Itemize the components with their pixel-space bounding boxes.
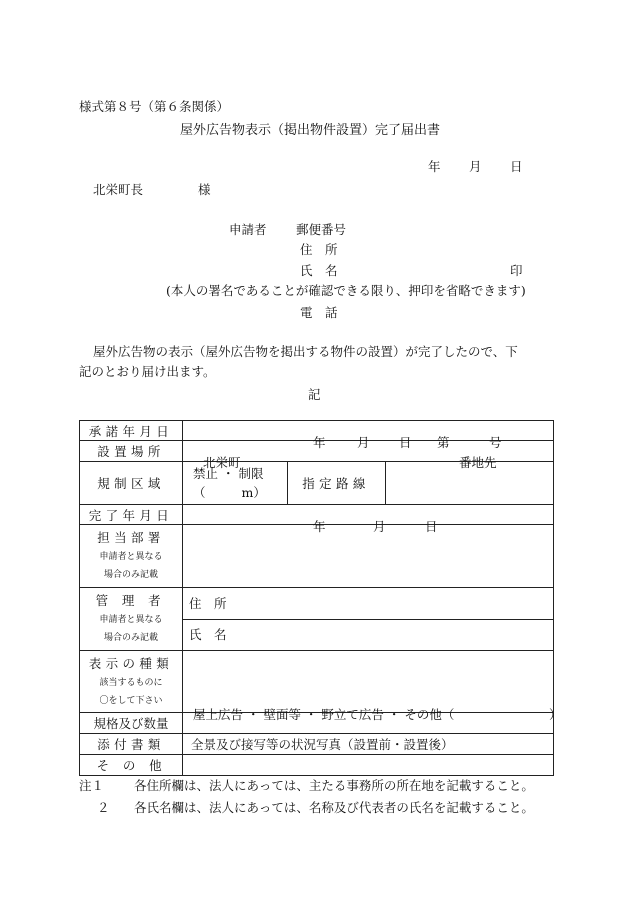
row-approval-date	[80, 421, 554, 441]
field-completion-date[interactable]	[183, 505, 554, 534]
label-approval-date: 承諾年月日	[80, 421, 183, 441]
row-completion-date	[80, 505, 554, 525]
display-type-options: 屋上広告 ・ 壁面等 ・ 野立て広告 ・ その他（	[193, 706, 455, 722]
label-manager-cell	[80, 588, 183, 651]
date-year: 年	[428, 159, 441, 174]
zone-paren: （	[193, 485, 206, 500]
note-2-number: ２	[97, 800, 110, 815]
completion-day: 日	[425, 518, 438, 534]
approval-year: 年	[313, 434, 326, 450]
approval-go: 号	[489, 434, 502, 450]
field-display-type[interactable]	[183, 651, 562, 722]
field-manager	[183, 588, 554, 651]
completion-month: 月	[373, 518, 386, 534]
seal-note: (本人の署名であることが確認できる限り、押印を省略できます)	[166, 283, 526, 298]
applicant-name: 氏 名	[300, 263, 338, 278]
department-note-2: 場合のみ記載	[103, 570, 158, 580]
label-completion-date: 完了年月日	[80, 505, 183, 525]
manager-note-1: 申請者と異なる	[99, 615, 163, 625]
completion-year: 年	[313, 518, 326, 534]
note-1-number: 注１	[79, 778, 105, 793]
applicant-phone: 電 話	[300, 305, 338, 320]
approval-day: 日	[399, 434, 412, 450]
row-display-type	[80, 651, 554, 713]
form-title: 屋外広告物表示（掲出物件設置）完了届出書	[180, 123, 441, 138]
manager-address-field[interactable]	[183, 588, 553, 620]
row-attachments	[80, 734, 554, 755]
display-type-note-1: 該当するものに	[99, 677, 163, 688]
body-line-2: 記のとおり届け出ます。	[79, 364, 216, 379]
approval-dai: 第	[437, 434, 450, 450]
label-location: 設置場所	[80, 441, 183, 462]
label-display-type-cell	[80, 651, 183, 713]
label-display-type: 表示の種類	[88, 655, 174, 671]
applicant-label: 申請者	[229, 222, 267, 237]
field-department[interactable]	[183, 525, 554, 588]
approval-month: 月	[357, 434, 370, 450]
manager-name-field[interactable]	[183, 620, 553, 650]
label-other: その他	[80, 755, 183, 776]
note-1-text: 各住所欄は、法人にあっては、主たる事務所の所在地を記載すること。	[134, 778, 534, 793]
form-number: 様式第８号（第６条関係）	[79, 99, 230, 114]
manager-note-2: 場合のみ記載	[103, 633, 158, 643]
label-scale: 規格及び数量	[80, 713, 183, 734]
ki-label: 記	[308, 387, 321, 402]
location-town: 北栄町	[203, 455, 241, 470]
addressee-name: 北栄町長	[93, 182, 144, 197]
label-department-cell	[80, 525, 183, 588]
display-type-close: ）	[549, 706, 562, 722]
field-attachments: 全景及び接写等の状況写真（設置前・設置後）	[183, 734, 554, 755]
label-department: 担当部署	[97, 530, 165, 545]
zone-route-label: 指定路線	[287, 462, 385, 504]
label-manager: 管理者	[95, 593, 175, 608]
applicant-address: 住 所	[300, 242, 338, 257]
display-type-note-2: 〇をして下さい	[99, 695, 163, 706]
label-attachments: 添付書類	[80, 734, 183, 755]
department-note-1: 申請者と異なる	[99, 552, 163, 562]
seal-mark: 印	[510, 263, 523, 278]
zone-unit: m）	[241, 485, 266, 500]
manager-name-label: 氏 名	[189, 627, 227, 642]
date-month: 月	[469, 159, 482, 174]
row-manager	[80, 588, 554, 651]
field-approval-date[interactable]	[183, 421, 554, 450]
body-line-1: 屋外広告物の表示（屋外広告物を掲出する物件の設置）が完了したので、下	[93, 344, 518, 359]
applicant-postal: 郵便番号	[296, 222, 347, 237]
note-2-text: 各氏名欄は、法人にあっては、名称及び代表者の氏名を記載すること。	[134, 800, 534, 815]
addressee-honorific: 様	[198, 182, 211, 197]
form-table	[79, 420, 562, 776]
field-other[interactable]	[183, 755, 554, 776]
row-other	[80, 755, 554, 776]
location-banchi: 番地先	[459, 455, 497, 470]
label-zone: 規制区域	[80, 462, 183, 505]
manager-address-label: 住 所	[189, 596, 227, 611]
zone-kinshi: 禁止 ・ 制限	[193, 466, 264, 481]
date-day: 日	[510, 159, 523, 174]
